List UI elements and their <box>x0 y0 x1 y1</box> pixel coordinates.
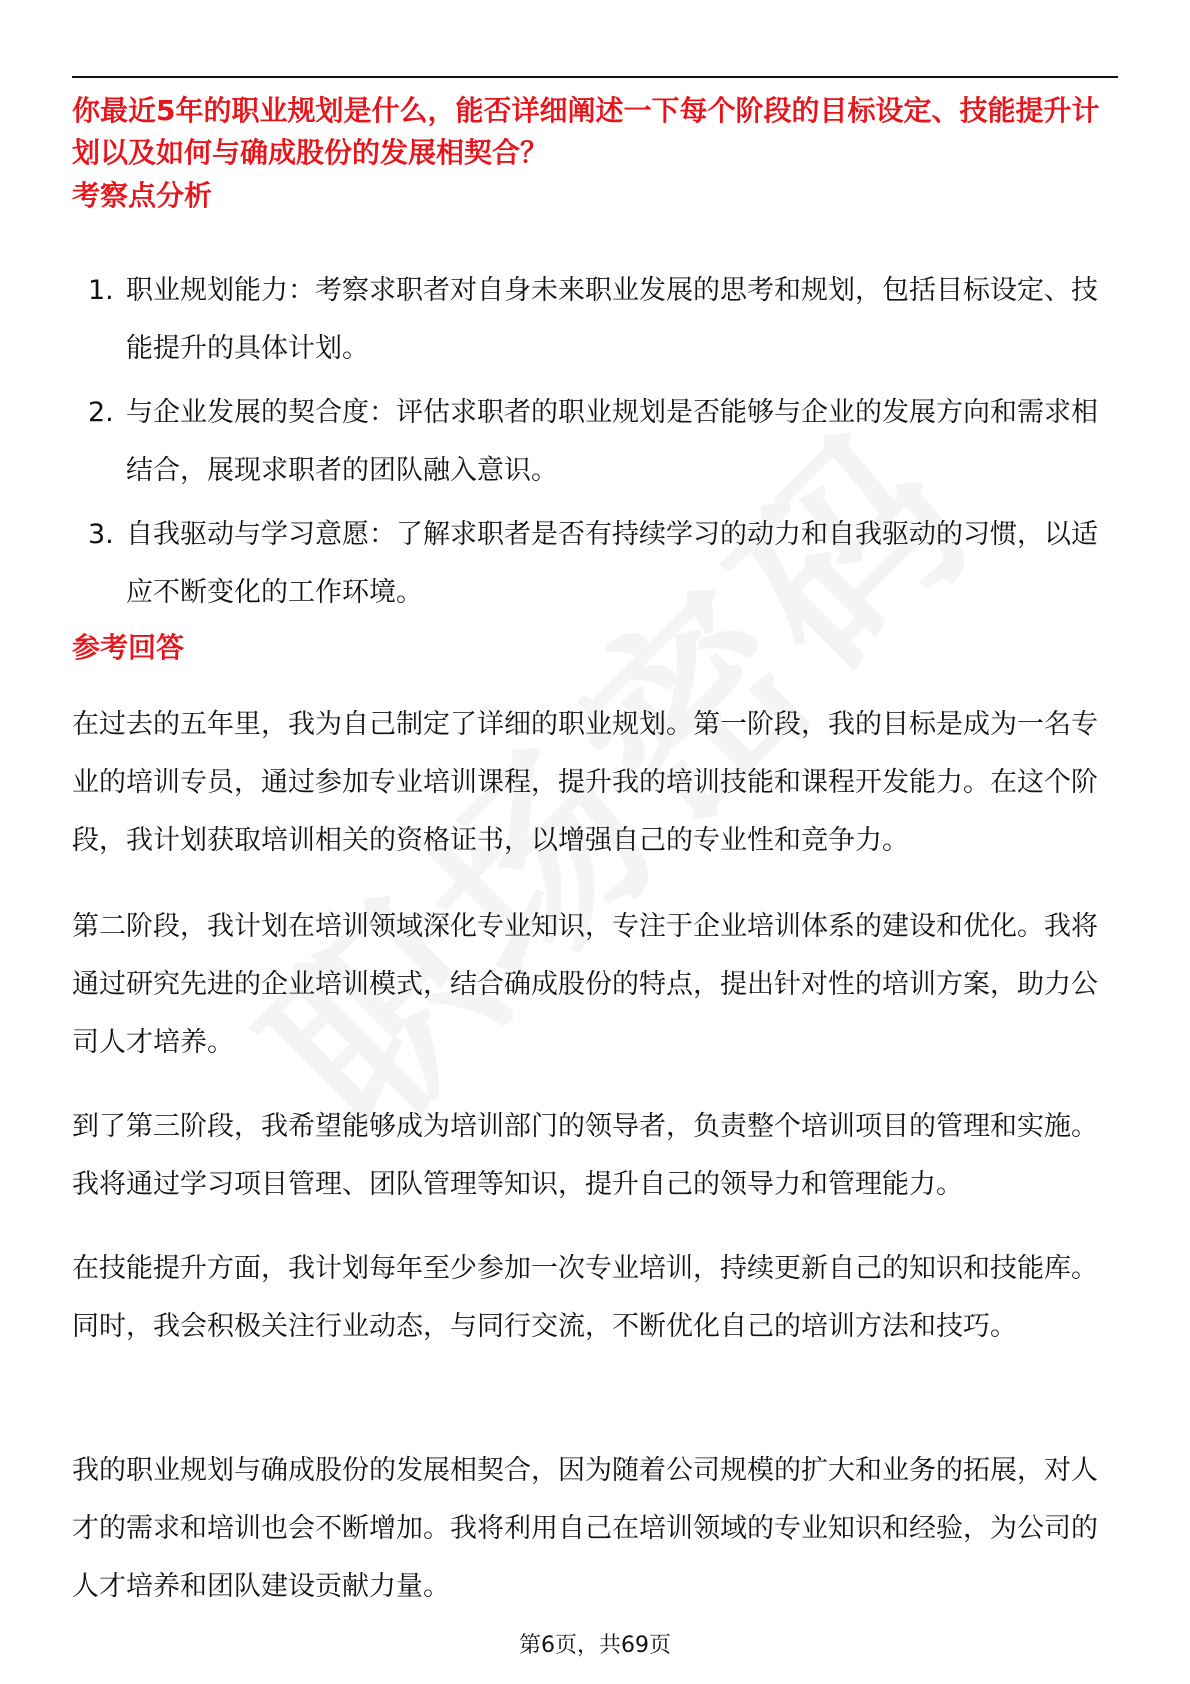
answer-paragraph: 我的职业规划与确成股份的发展相契合，因为随着公司规模的扩大和业务的拓展，对人才的需求和培训也会不断增加。我将利用自己在培训领域的专业知识和经验，为公司的人才培养和团队建设贡献力量。 <box>72 1455 1098 1602</box>
list-item-text: 职业规划能力：考察求职者对自身未来职业发展的思考和规划，包括目标设定、技能提升的具体计划。 <box>126 275 1098 364</box>
top-divider <box>72 76 1118 78</box>
answer-paragraph: 在过去的五年里，我为自己制定了详细的职业规划。第一阶段，我的目标是成为一名专业的培训专员，通过参加专业培训课程，提升我的培训技能和课程开发能力。在这个阶段，我计划获取培训相关的资格证书，以增强自己的专业性和竞争力。 <box>72 709 1098 856</box>
list-item <box>72 506 1122 622</box>
list-item <box>72 384 1122 500</box>
list-item-text: 自我驱动与学习意愿：了解求职者是否有持续学习的动力和自我驱动的习惯，以适应不断变化的工作环境。 <box>126 519 1098 608</box>
answer-paragraph: 在技能提升方面，我计划每年至少参加一次专业培训，持续更新自己的知识和技能库。同时，我会积极关注行业动态，与同行交流，不断优化自己的培训方法和技巧。 <box>72 1253 1098 1342</box>
answer-heading: 参考回答 <box>72 631 185 664</box>
list-item-number: 3. <box>88 519 114 550</box>
analysis-list <box>72 262 1122 622</box>
answer-paragraph: 到了第三阶段，我希望能够成为培训部门的领导者，负责整个培训项目的管理和实施。我将通过学习项目管理、团队管理等知识，提升自己的领导力和管理能力。 <box>72 1111 1098 1200</box>
list-item-number: 1. <box>88 275 114 306</box>
list-item <box>72 262 1122 378</box>
analysis-heading: 考察点分析 <box>72 179 213 212</box>
list-item-text: 与企业发展的契合度：评估求职者的职业规划是否能够与企业的发展方向和需求相结合，展现求职者的团队融入意识。 <box>126 397 1098 486</box>
question-title: 你最近5年的职业规划是什么，能否详细阐述一下每个阶段的目标设定、技能提升计划以及如何与确成股份的发展相契合？ <box>72 94 1100 169</box>
list-item-number: 2. <box>88 397 114 428</box>
page-number: 第6页，共69页 <box>519 1633 671 1658</box>
answer-paragraph: 第二阶段，我计划在培训领域深化专业知识，专注于企业培训体系的建设和优化。我将通过研究先进的企业培训模式，结合确成股份的特点，提出针对性的培训方案，助力公司人才培养。 <box>72 911 1098 1058</box>
